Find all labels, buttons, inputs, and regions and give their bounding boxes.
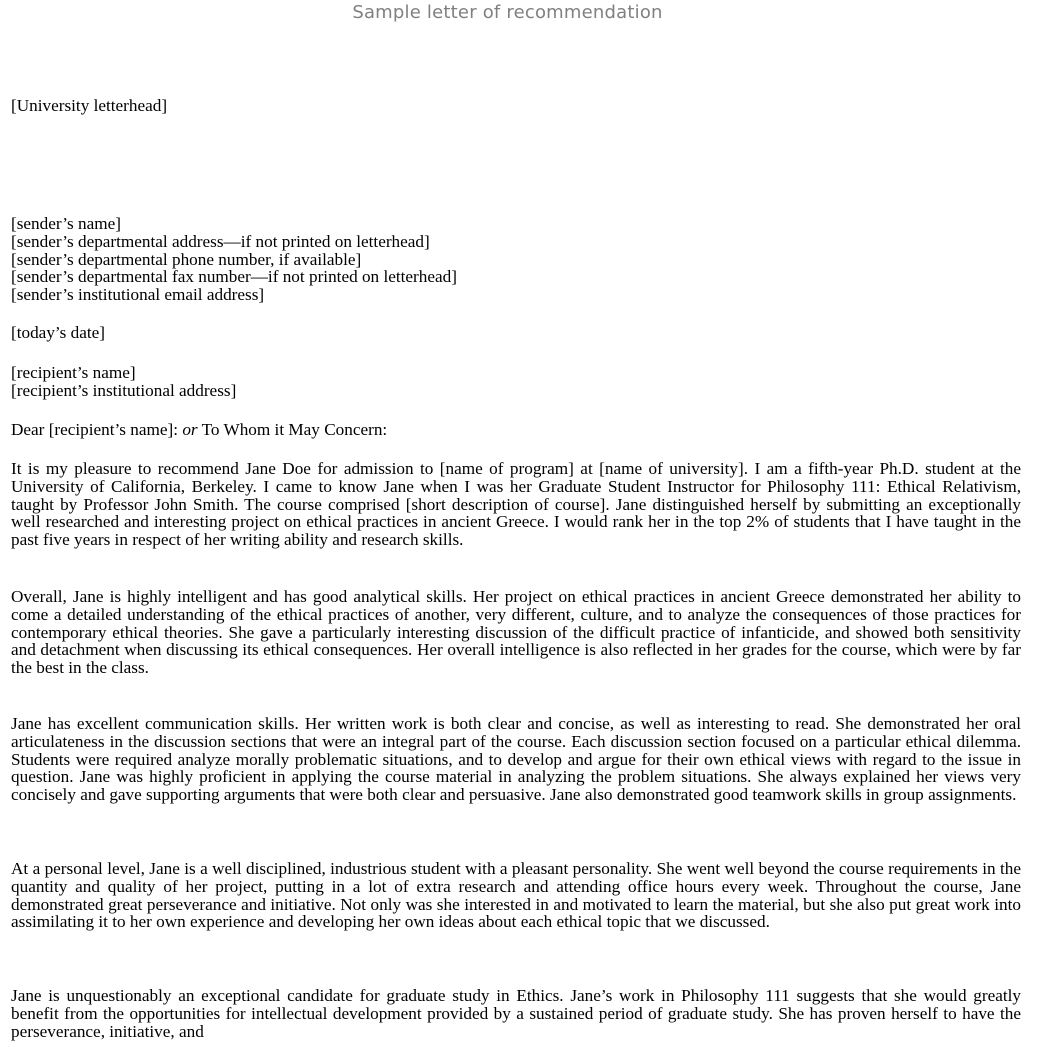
- paragraph-analytical-skills: Overall, Jane is highly intelligent and has good analytical skills. Her project on ethical practices in ancient Greece demonstrated her ability to come a detailed understanding of the ethical practices of another, very different, culture, and to analyze the consequences of those practices for contemporary ethical theories. She gave a particularly interesting discussion of the difficult practice of infanticide, and showed both sensitivity and detachment when discussing its ethical consequences. Her overall intelligence is also reflected in her grades for the course, which were by far the best in the class.: [11, 587, 1021, 678]
- paragraph-conclusion: Jane is unquestionably an exceptional candidate for graduate study in Ethics. Jane’s work in Philosophy 111 suggests that she would greatly benefit from the opportunities for intellectual development provided by a sustained period of graduate study. She has proven herself to have the perseverance, initiative, and: [11, 986, 1021, 1041]
- sender-name: [sender’s name]: [11, 214, 121, 233]
- paragraph-introduction: It is my pleasure to recommend Jane Doe for admission to [name of program] at [name of university]. I am a fifth-year Ph.D. student at the University of California, Berkeley. I came to know Jane when I was her Graduate Student Instructor for Philosophy 111: Ethical Relativism, taught by Professor John Smith. The course comprised [short description of course]. Jane distinguished herself by submitting an exceptionally well researched and interesting project on ethical practices in ancient Greece. I would rank her in the top 2% of students that I have taught in the past five years in respect of her writing ability and research skills.: [11, 459, 1021, 550]
- sender-fax: [sender’s departmental fax number—if not printed on letterhead]: [11, 267, 457, 286]
- sender-phone: [sender’s departmental phone number, if available]: [11, 250, 362, 269]
- paragraph-communication-skills: Jane has excellent communication skills. Her written work is both clear and concise, as well as interesting to read. She demonstrated her oral articulateness in the discussion sections that were an integral part of the course. Each discussion section focused on a particular ethical dilemma. Students were required analyze morally problematic situations, and to develop and argue for their own ethical views with regard to the issue in question. Jane was highly proficient in applying the course material in analyzing the problem situations. She always explained her views very concisely and gave supporting arguments that were both clear and persuasive. Jane also demonstrated good teamwork skills in group assignments.: [11, 714, 1021, 805]
- page-heading: Sample letter of recommendation: [352, 2, 663, 23]
- letterhead-placeholder: [University letterhead]: [11, 96, 168, 115]
- sender-email: [sender’s institutional email address]: [11, 285, 265, 304]
- recipient-name: [recipient’s name]: [11, 363, 136, 382]
- sender-address: [sender’s departmental address—if not printed on letterhead]: [11, 232, 430, 251]
- salutation-or: or: [182, 420, 198, 439]
- letter-date: [today’s date]: [11, 323, 106, 342]
- salutation-dear: Dear [recipient’s name]:: [11, 420, 183, 439]
- salutation: [11, 421, 387, 439]
- paragraph-personal-qualities: At a personal level, Jane is a well disciplined, industrious student with a pleasant personality. She went well beyond the course requirements in the quantity and quality of her project, putting in a lot of extra research and attending office hours every week. Throughout the course, Jane demonstrated great perseverance and initiative. Not only was she interested in and motivated to learn the material, but she also put great work into assimilating it to her own experience and developing her own ideas about each ethical topic that we discussed.: [11, 859, 1021, 932]
- recipient-address: [recipient’s institutional address]: [11, 381, 237, 400]
- salutation-concern: To Whom it May Concern:: [197, 420, 388, 439]
